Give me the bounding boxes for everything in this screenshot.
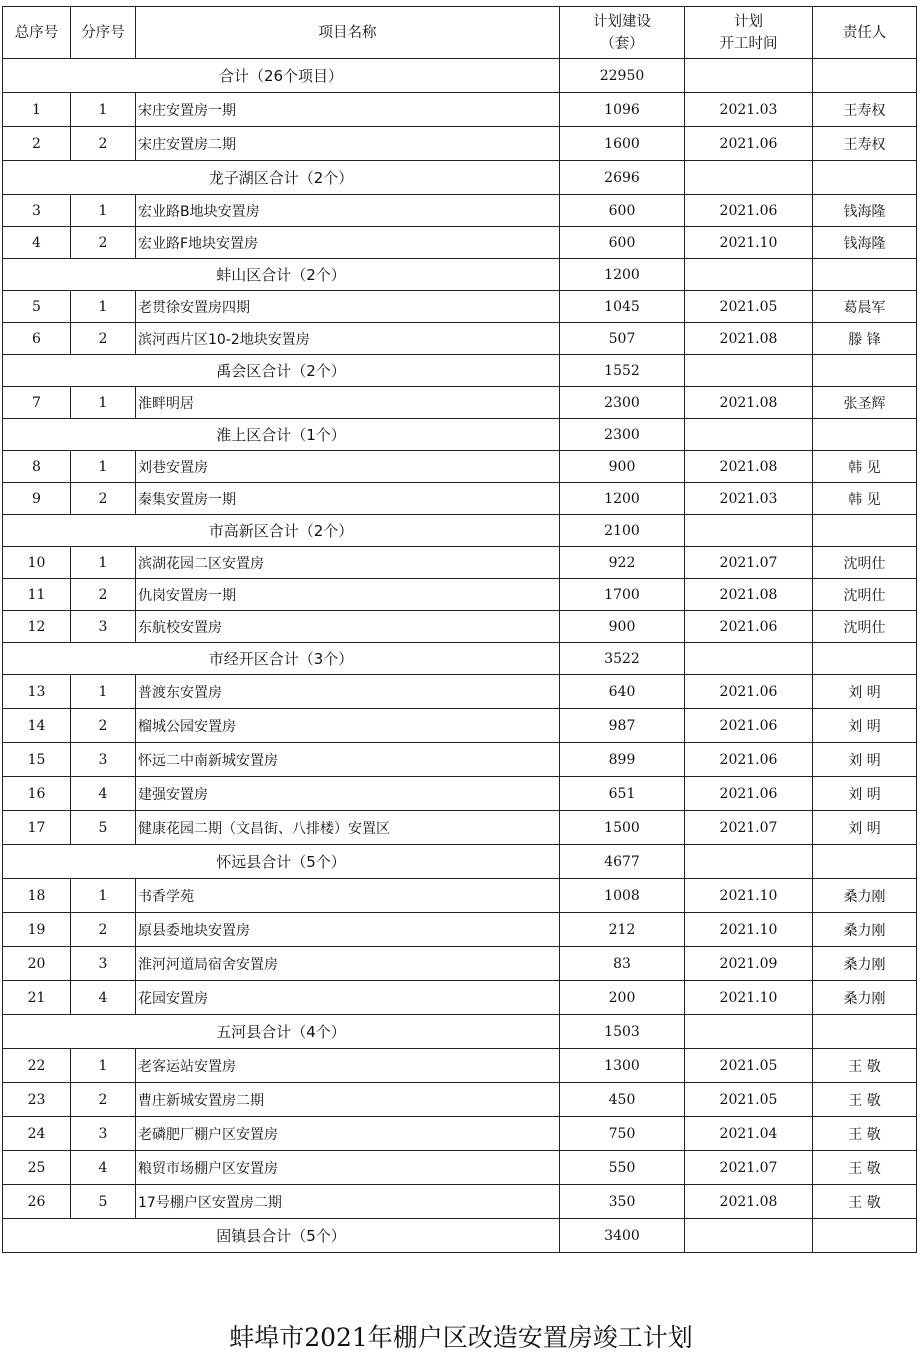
table-row: [3, 451, 917, 483]
project-name-cell: 宋庄安置房一期: [136, 93, 560, 127]
subtotal-empty-owner: [813, 259, 917, 291]
planned-count-cell: 640: [560, 675, 685, 709]
subtotal-value: 3400: [560, 1219, 685, 1253]
header-start-time-line2: 开工时间: [719, 35, 778, 52]
sub-no-cell: 2: [71, 227, 136, 259]
subtotal-value: 4677: [560, 845, 685, 879]
planned-count-cell: 600: [560, 195, 685, 227]
start-time-cell: 2021.07: [685, 1151, 813, 1185]
header-planned-count-line1: 计划建设: [593, 13, 651, 30]
total-no-cell: 7: [3, 387, 71, 419]
project-name-cell: 原县委地块安置房: [136, 913, 560, 947]
total-no-cell: 16: [3, 777, 71, 811]
total-no-cell: 18: [3, 879, 71, 913]
header-total-no: 总序号: [3, 7, 71, 59]
start-time-cell: 2021.05: [685, 1083, 813, 1117]
table-row: [3, 1117, 917, 1151]
planned-count-cell: 1096: [560, 93, 685, 127]
table-row: [3, 93, 917, 127]
table-header-row: [3, 7, 917, 59]
table-row: [3, 611, 917, 643]
planned-count-cell: 83: [560, 947, 685, 981]
start-time-cell: 2021.10: [685, 981, 813, 1015]
project-name-cell: 花园安置房: [136, 981, 560, 1015]
owner-cell: 沈明仕: [813, 611, 917, 643]
planned-count-cell: 1500: [560, 811, 685, 845]
planned-count-cell: 750: [560, 1117, 685, 1151]
sub-no-cell: 2: [71, 1083, 136, 1117]
total-no-cell: 3: [3, 195, 71, 227]
owner-cell: 王寿权: [813, 127, 917, 161]
planned-count-cell: 200: [560, 981, 685, 1015]
subtotal-label: 龙子湖区合计（2个）: [3, 161, 560, 195]
start-time-cell: 2021.05: [685, 291, 813, 323]
next-section-title: 蚌埠市2021年棚户区改造安置房竣工计划: [229, 1323, 693, 1352]
owner-cell: 刘 明: [813, 709, 917, 743]
subtotal-empty-date: [685, 161, 813, 195]
project-name-cell: 东航校安置房: [136, 611, 560, 643]
project-table-body: [3, 7, 917, 1253]
header-planned-count-line2: （套）: [600, 35, 644, 52]
sub-no-cell: 3: [71, 1117, 136, 1151]
sub-no-cell: 1: [71, 451, 136, 483]
owner-cell: 沈明仕: [813, 547, 917, 579]
project-name-cell: 榴城公园安置房: [136, 709, 560, 743]
subtotal-empty-owner: [813, 515, 917, 547]
project-name-cell: 普渡东安置房: [136, 675, 560, 709]
sub-no-cell: 1: [71, 547, 136, 579]
sub-no-cell: 4: [71, 981, 136, 1015]
subtotal-empty-date: [685, 515, 813, 547]
grand-total-label: 合计（26个项目）: [3, 59, 560, 93]
subtotal-empty-owner: [813, 1219, 917, 1253]
project-name-cell: 滨河西片区10-2地块安置房: [136, 323, 560, 355]
owner-cell: 刘 明: [813, 777, 917, 811]
subtotal-label: 怀远县合计（5个）: [3, 845, 560, 879]
header-project-name: 项目名称: [136, 7, 560, 59]
start-time-cell: 2021.08: [685, 323, 813, 355]
grand-total-row: [3, 59, 917, 93]
start-time-cell: 2021.06: [685, 675, 813, 709]
header-owner: 责任人: [813, 7, 917, 59]
owner-cell: 韩 见: [813, 451, 917, 483]
start-time-cell: 2021.08: [685, 451, 813, 483]
total-no-cell: 12: [3, 611, 71, 643]
table-row: [3, 777, 917, 811]
project-name-cell: 老贯徐安置房四期: [136, 291, 560, 323]
project-name-cell: 刘巷安置房: [136, 451, 560, 483]
project-name-cell: 健康花园二期（文昌街、八排楼）安置区: [136, 811, 560, 845]
project-name-cell: 宏业路F地块安置房: [136, 227, 560, 259]
start-time-cell: 2021.06: [685, 127, 813, 161]
header-sub-no: 分序号: [71, 7, 136, 59]
owner-cell: 滕 锋: [813, 323, 917, 355]
project-name-cell: 书香学苑: [136, 879, 560, 913]
project-name-cell: 滨湖花园二区安置房: [136, 547, 560, 579]
table-row: [3, 879, 917, 913]
start-time-cell: 2021.08: [685, 1185, 813, 1219]
subtotal-empty-date: [685, 845, 813, 879]
project-name-cell: 宏业路B地块安置房: [136, 195, 560, 227]
total-no-cell: 14: [3, 709, 71, 743]
planned-count-cell: 2300: [560, 387, 685, 419]
total-no-cell: 13: [3, 675, 71, 709]
owner-cell: 王 敬: [813, 1049, 917, 1083]
subtotal-empty-date: [685, 1015, 813, 1049]
planned-count-cell: 550: [560, 1151, 685, 1185]
subtotal-value: 1552: [560, 355, 685, 387]
table-row: [3, 709, 917, 743]
table-row: [3, 947, 917, 981]
total-no-cell: 22: [3, 1049, 71, 1083]
subtotal-value: 1503: [560, 1015, 685, 1049]
total-no-cell: 6: [3, 323, 71, 355]
total-no-cell: 17: [3, 811, 71, 845]
table-row: [3, 981, 917, 1015]
owner-cell: 张圣辉: [813, 387, 917, 419]
subtotal-row: [3, 419, 917, 451]
table-row: [3, 1151, 917, 1185]
table-row: [3, 1083, 917, 1117]
table-row: [3, 291, 917, 323]
subtotal-empty-date: [685, 419, 813, 451]
sub-no-cell: 2: [71, 127, 136, 161]
project-name-cell: 17号棚户区安置房二期: [136, 1185, 560, 1219]
subtotal-value: 3522: [560, 643, 685, 675]
subtotal-label: 蚌山区合计（2个）: [3, 259, 560, 291]
sub-no-cell: 2: [71, 913, 136, 947]
sub-no-cell: 1: [71, 93, 136, 127]
header-start-time: [685, 7, 813, 59]
header-start-time-line1: 计划: [734, 13, 763, 30]
table-row: [3, 483, 917, 515]
owner-cell: 桑力刚: [813, 947, 917, 981]
sub-no-cell: 1: [71, 291, 136, 323]
planned-count-cell: 350: [560, 1185, 685, 1219]
start-time-cell: 2021.10: [685, 879, 813, 913]
subtotal-value: 2100: [560, 515, 685, 547]
planned-count-cell: 212: [560, 913, 685, 947]
start-time-cell: 2021.06: [685, 777, 813, 811]
grand-total-value: 22950: [560, 59, 685, 93]
subtotal-row: [3, 355, 917, 387]
grand-total-empty-owner: [813, 59, 917, 93]
subtotal-value: 2300: [560, 419, 685, 451]
planned-count-cell: 600: [560, 227, 685, 259]
subtotal-empty-owner: [813, 419, 917, 451]
table-row: [3, 387, 917, 419]
start-time-cell: 2021.08: [685, 579, 813, 611]
subtotal-label: 固镇县合计（5个）: [3, 1219, 560, 1253]
table-row: [3, 195, 917, 227]
sub-no-cell: 1: [71, 675, 136, 709]
subtotal-empty-owner: [813, 355, 917, 387]
start-time-cell: 2021.03: [685, 93, 813, 127]
planned-count-cell: 1008: [560, 879, 685, 913]
subtotal-empty-owner: [813, 643, 917, 675]
sub-no-cell: 4: [71, 1151, 136, 1185]
planned-count-cell: 899: [560, 743, 685, 777]
owner-cell: 刘 明: [813, 675, 917, 709]
subtotal-empty-date: [685, 643, 813, 675]
subtotal-label: 市经开区合计（3个）: [3, 643, 560, 675]
subtotal-row: [3, 845, 917, 879]
total-no-cell: 21: [3, 981, 71, 1015]
project-name-cell: 秦集安置房一期: [136, 483, 560, 515]
owner-cell: 王 敬: [813, 1117, 917, 1151]
total-no-cell: 9: [3, 483, 71, 515]
subtotal-row: [3, 259, 917, 291]
sub-no-cell: 5: [71, 811, 136, 845]
planned-count-cell: 450: [560, 1083, 685, 1117]
start-time-cell: 2021.08: [685, 387, 813, 419]
start-time-cell: 2021.09: [685, 947, 813, 981]
subtotal-empty-owner: [813, 1015, 917, 1049]
project-name-cell: 宋庄安置房二期: [136, 127, 560, 161]
planned-count-cell: 922: [560, 547, 685, 579]
total-no-cell: 15: [3, 743, 71, 777]
owner-cell: 钱海隆: [813, 195, 917, 227]
sub-no-cell: 3: [71, 611, 136, 643]
sub-no-cell: 4: [71, 777, 136, 811]
table-row: [3, 1049, 917, 1083]
planned-count-cell: 1045: [560, 291, 685, 323]
start-time-cell: 2021.07: [685, 547, 813, 579]
sub-no-cell: 3: [71, 743, 136, 777]
sub-no-cell: 2: [71, 323, 136, 355]
subtotal-label: 五河县合计（4个）: [3, 1015, 560, 1049]
total-no-cell: 23: [3, 1083, 71, 1117]
table-row: [3, 1185, 917, 1219]
sub-no-cell: 2: [71, 483, 136, 515]
subtotal-row: [3, 515, 917, 547]
total-no-cell: 1: [3, 93, 71, 127]
table-row: [3, 579, 917, 611]
project-table: [2, 6, 917, 1253]
start-time-cell: 2021.06: [685, 709, 813, 743]
planned-count-cell: 1700: [560, 579, 685, 611]
start-time-cell: 2021.06: [685, 195, 813, 227]
owner-cell: 沈明仕: [813, 579, 917, 611]
planned-count-cell: 507: [560, 323, 685, 355]
subtotal-empty-date: [685, 355, 813, 387]
total-no-cell: 20: [3, 947, 71, 981]
project-name-cell: 老客运站安置房: [136, 1049, 560, 1083]
table-row: [3, 127, 917, 161]
total-no-cell: 4: [3, 227, 71, 259]
total-no-cell: 2: [3, 127, 71, 161]
table-row: [3, 811, 917, 845]
sub-no-cell: 1: [71, 1049, 136, 1083]
sub-no-cell: 5: [71, 1185, 136, 1219]
owner-cell: 钱海隆: [813, 227, 917, 259]
project-name-cell: 粮贸市场棚户区安置房: [136, 1151, 560, 1185]
start-time-cell: 2021.04: [685, 1117, 813, 1151]
owner-cell: 王 敬: [813, 1185, 917, 1219]
table-row: [3, 323, 917, 355]
total-no-cell: 25: [3, 1151, 71, 1185]
start-time-cell: 2021.10: [685, 227, 813, 259]
start-time-cell: 2021.06: [685, 611, 813, 643]
owner-cell: 桑力刚: [813, 879, 917, 913]
owner-cell: 桑力刚: [813, 913, 917, 947]
subtotal-value: 1200: [560, 259, 685, 291]
total-no-cell: 10: [3, 547, 71, 579]
table-row: [3, 547, 917, 579]
subtotal-row: [3, 161, 917, 195]
project-name-cell: 淮畔明居: [136, 387, 560, 419]
subtotal-label: 淮上区合计（1个）: [3, 419, 560, 451]
grand-total-empty-date: [685, 59, 813, 93]
project-name-cell: 曹庄新城安置房二期: [136, 1083, 560, 1117]
subtotal-empty-owner: [813, 845, 917, 879]
subtotal-label: 禹会区合计（2个）: [3, 355, 560, 387]
start-time-cell: 2021.10: [685, 913, 813, 947]
start-time-cell: 2021.05: [685, 1049, 813, 1083]
owner-cell: 刘 明: [813, 743, 917, 777]
planned-count-cell: 1300: [560, 1049, 685, 1083]
planned-count-cell: 1200: [560, 483, 685, 515]
project-name-cell: 淮河河道局宿舍安置房: [136, 947, 560, 981]
table-row: [3, 227, 917, 259]
subtotal-row: [3, 643, 917, 675]
table-row: [3, 743, 917, 777]
subtotal-empty-date: [685, 1219, 813, 1253]
start-time-cell: 2021.06: [685, 743, 813, 777]
total-no-cell: 19: [3, 913, 71, 947]
subtotal-empty-date: [685, 259, 813, 291]
owner-cell: 王 敬: [813, 1083, 917, 1117]
owner-cell: 王 敬: [813, 1151, 917, 1185]
owner-cell: 葛晨军: [813, 291, 917, 323]
planned-count-cell: 900: [560, 451, 685, 483]
project-name-cell: 老磷肥厂棚户区安置房: [136, 1117, 560, 1151]
sub-no-cell: 2: [71, 709, 136, 743]
subtotal-empty-owner: [813, 161, 917, 195]
total-no-cell: 24: [3, 1117, 71, 1151]
owner-cell: 王寿权: [813, 93, 917, 127]
total-no-cell: 5: [3, 291, 71, 323]
project-name-cell: 仇岗安置房一期: [136, 579, 560, 611]
planned-count-cell: 651: [560, 777, 685, 811]
planned-count-cell: 1600: [560, 127, 685, 161]
subtotal-row: [3, 1219, 917, 1253]
table-row: [3, 913, 917, 947]
total-no-cell: 26: [3, 1185, 71, 1219]
project-name-cell: 怀远二中南新城安置房: [136, 743, 560, 777]
sub-no-cell: 3: [71, 947, 136, 981]
total-no-cell: 11: [3, 579, 71, 611]
header-planned-count: [560, 7, 685, 59]
owner-cell: 刘 明: [813, 811, 917, 845]
sub-no-cell: 2: [71, 579, 136, 611]
table-row: [3, 675, 917, 709]
owner-cell: 韩 见: [813, 483, 917, 515]
subtotal-value: 2696: [560, 161, 685, 195]
sub-no-cell: 1: [71, 387, 136, 419]
owner-cell: 桑力刚: [813, 981, 917, 1015]
start-time-cell: 2021.03: [685, 483, 813, 515]
total-no-cell: 8: [3, 451, 71, 483]
start-time-cell: 2021.07: [685, 811, 813, 845]
subtotal-row: [3, 1015, 917, 1049]
planned-count-cell: 900: [560, 611, 685, 643]
subtotal-label: 市高新区合计（2个）: [3, 515, 560, 547]
sub-no-cell: 1: [71, 195, 136, 227]
sub-no-cell: 1: [71, 879, 136, 913]
planned-count-cell: 987: [560, 709, 685, 743]
project-name-cell: 建强安置房: [136, 777, 560, 811]
